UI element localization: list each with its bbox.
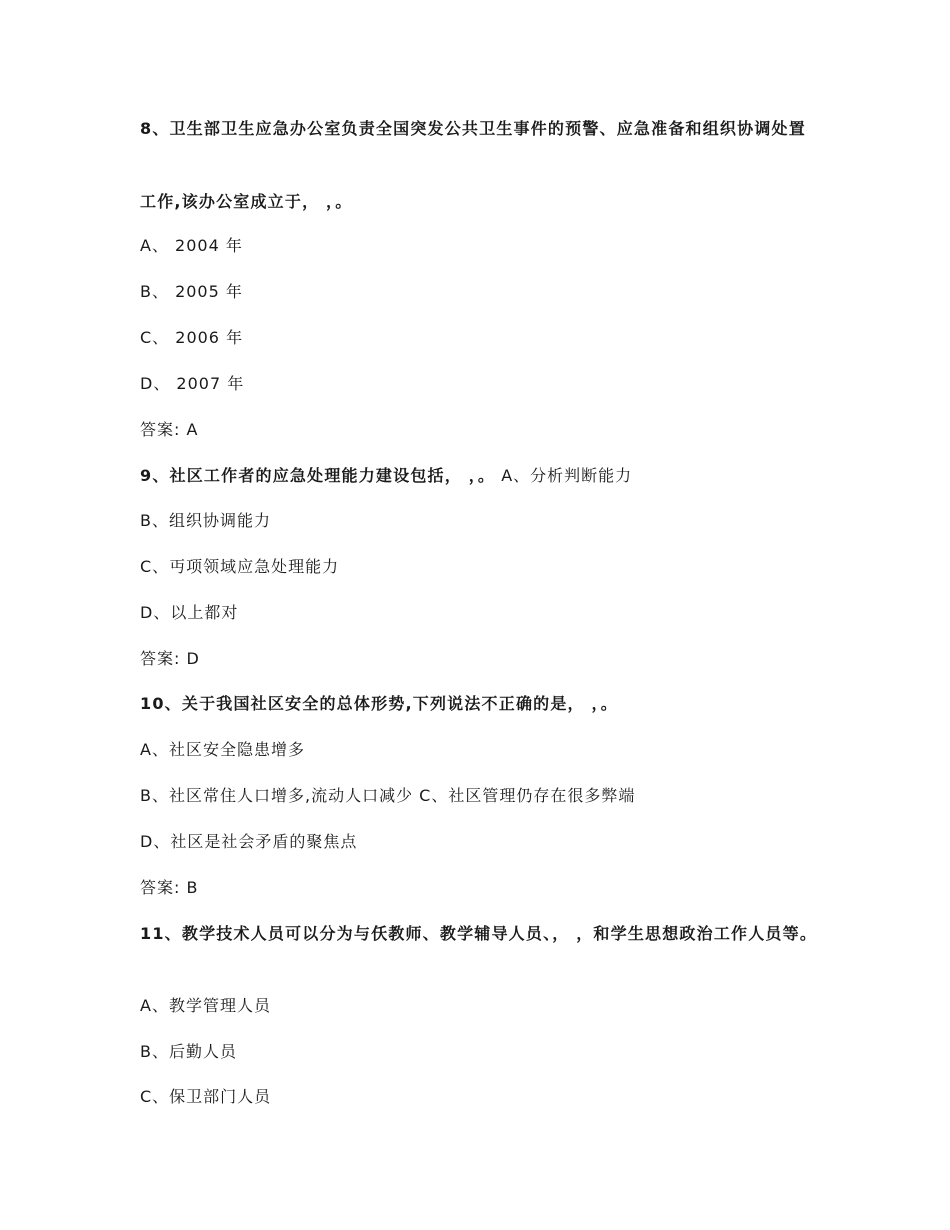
- question-9-option-c: C、丏项领域应急处理能力: [140, 557, 340, 576]
- question-8-option-c: C、 2006 年: [140, 328, 244, 347]
- question-8-option-a: A、 2004 年: [140, 236, 243, 255]
- question-9-answer: 答案: D: [140, 649, 200, 668]
- question-11-stem: 11、教学技术人员可以分为与仸教师、教学辅导人员、， ，和学生思想政治工作人员等。: [140, 924, 818, 943]
- question-10-option-b-c: B、社区常住人口增多,流动人口减少 C、社区管理仍存在很多弊端: [140, 786, 636, 805]
- question-9-option-d: D、以上都对: [140, 603, 239, 622]
- question-8-stem-line1: 8、卫生部卫生应急办公室负责全国突发公共卫生事件的预警、应急准备和组织协调处置: [140, 119, 806, 138]
- question-9-stem: 9、社区工作者的应急处理能力建设包括， ，。: [140, 466, 496, 485]
- question-11-option-a: A、教学管理人员: [140, 996, 271, 1015]
- question-11-option-c: C、保卫部门人员: [140, 1087, 272, 1106]
- question-9-stem-row: [140, 464, 830, 488]
- question-8-option-b: B、 2005 年: [140, 282, 243, 301]
- question-10-option-a: A、社区安全隐患增多: [140, 740, 305, 759]
- question-9-option-a: A、分析判断能力: [495, 466, 633, 485]
- question-8-option-d: D、 2007 年: [140, 374, 245, 393]
- question-8-stem-line2: 工作,该办公室成立于， ，。: [140, 192, 353, 211]
- question-10-stem: 10、关于我国社区安全的总体形势,下列说法不正确的是， ，。: [140, 694, 618, 713]
- question-8-answer: 答案: A: [140, 420, 199, 439]
- question-11-option-b: B、后勤人员: [140, 1042, 237, 1061]
- question-9-option-b: B、组织协调能力: [140, 511, 271, 530]
- question-10-option-d: D、社区是社会矛盾的聚焦点: [140, 832, 358, 851]
- question-10-answer: 答案: B: [140, 878, 199, 897]
